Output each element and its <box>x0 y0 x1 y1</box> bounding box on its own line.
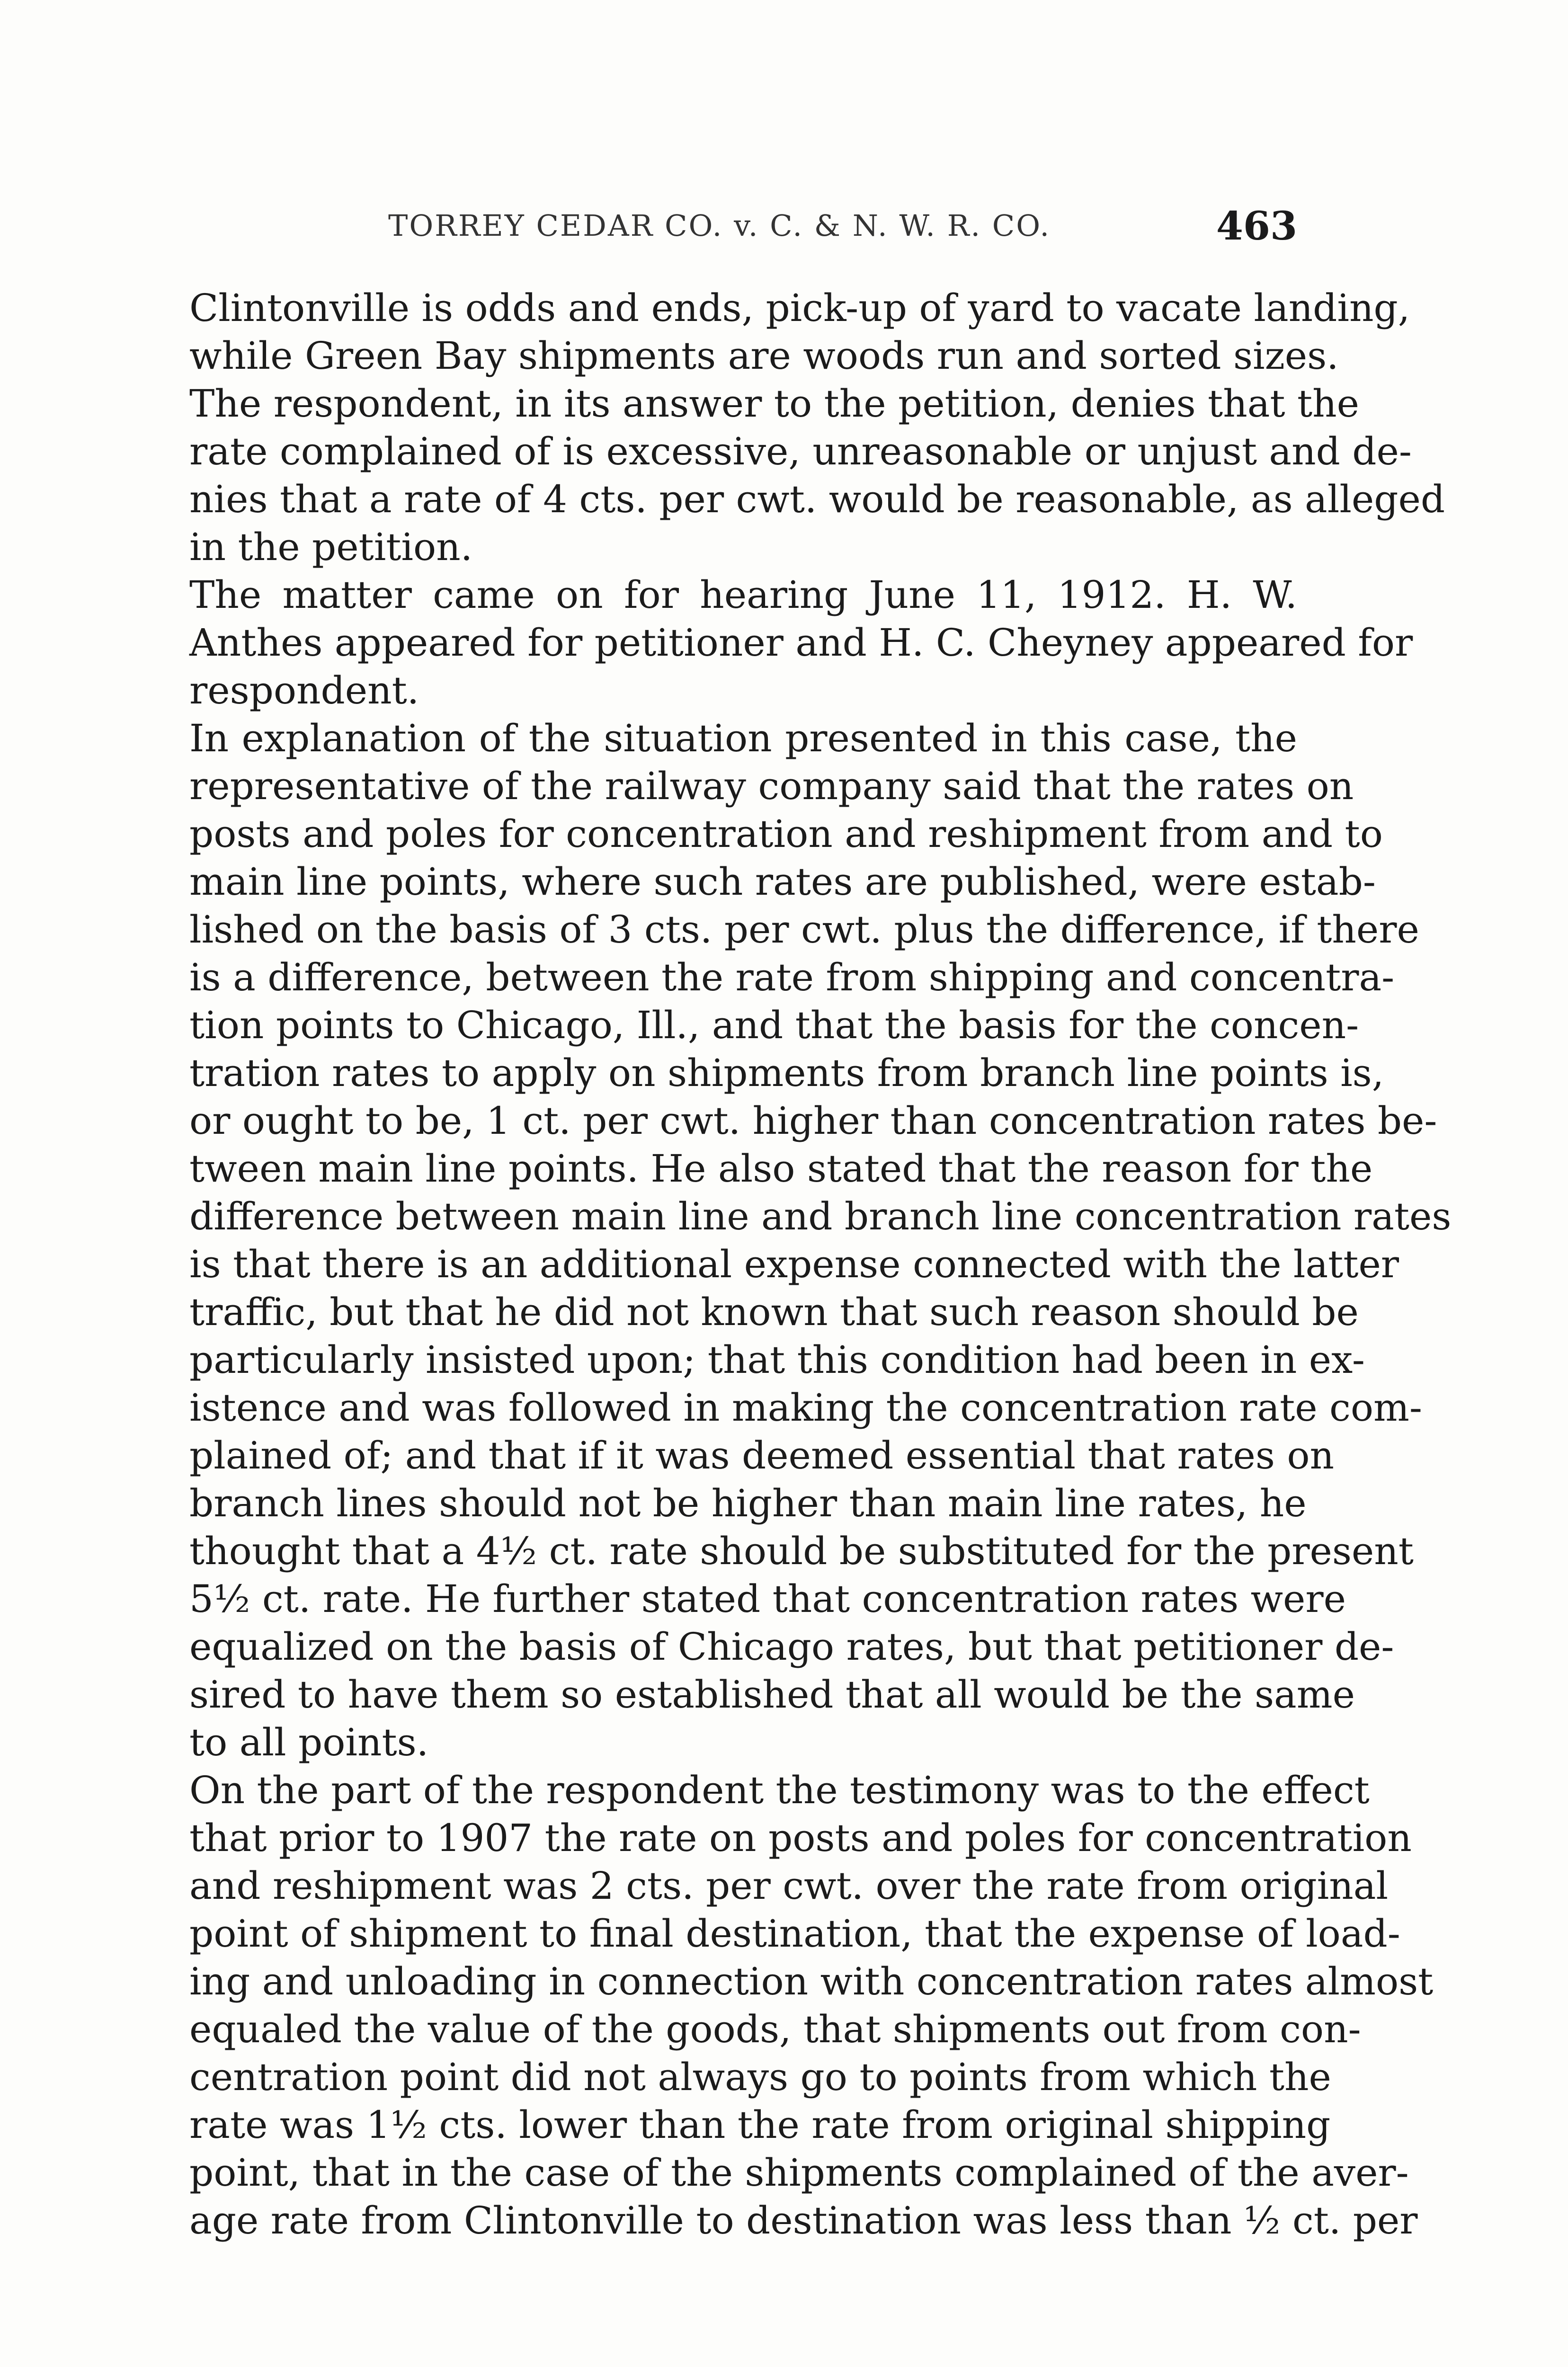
text-line: rate complained of is excessive, unreasonable or unjust and de- <box>189 429 1412 473</box>
text-line: representative of the railway company said that the rates on <box>189 764 1354 808</box>
body-text <box>189 284 1452 2244</box>
running-title: TORREY CEDAR CO. v. C. & N. W. R. CO. <box>388 208 1051 243</box>
text-line: equaled the value of the goods, that shipments out from con- <box>189 2007 1361 2051</box>
text-line: 5½ ct. rate. He further stated that concentration rates were <box>189 1577 1346 1621</box>
text-line: respondent. <box>189 668 419 712</box>
text-line: traffic, but that he did not known that such reason should be <box>189 1290 1359 1334</box>
text-line: Clintonville is odds and ends, pick-up of yard to vacate landing, <box>189 286 1410 330</box>
text-line: tration rates to apply on shipments from branch line points is, <box>189 1051 1384 1095</box>
text-line: In explanation of the situation presented in this case, the <box>189 716 1297 760</box>
text-line: posts and poles for concentration and reshipment from and to <box>189 812 1383 856</box>
text-line: nies that a rate of 4 cts. per cwt. would be reasonable, as alleged <box>189 477 1445 521</box>
text-line: thought that a 4½ ct. rate should be substituted for the present <box>189 1529 1414 1573</box>
text-line: particularly insisted upon; that this condition had been in ex- <box>189 1338 1365 1382</box>
text-line: point of shipment to final destination, that the expense of load- <box>189 1912 1400 1956</box>
text-line: difference between main line and branch line concentration rates <box>189 1194 1452 1238</box>
text-line: equalized on the basis of Chicago rates, but that petitioner de- <box>189 1625 1394 1669</box>
text-line: and reshipment was 2 cts. per cwt. over the rate from original <box>189 1864 1389 1908</box>
text-line: in the petition. <box>189 525 473 569</box>
text-line: The respondent, in its answer to the petition, denies that the <box>189 382 1360 426</box>
text-line: On the part of the respondent the testimony was to the effect <box>189 1768 1370 1812</box>
text-line: sired to have them so established that all would be the same <box>189 1673 1355 1717</box>
text-line: The matter came on for hearing June 11, 1912. H. W. <box>189 573 1297 617</box>
text-line: to all points. <box>189 1720 429 1764</box>
text-line: rate was 1½ cts. lower than the rate from original shipping <box>189 2103 1331 2147</box>
text-line: Anthes appeared for petitioner and H. C. Cheyney appeared for <box>189 621 1413 665</box>
text-line: ing and unloading in connection with concentration rates almost <box>189 1959 1434 2003</box>
text-line: that prior to 1907 the rate on posts and poles for concentration <box>189 1816 1412 1860</box>
text-line: or ought to be, 1 ct. per cwt. higher than concentration rates be- <box>189 1099 1437 1143</box>
text-line: istence and was followed in making the concentration rate com- <box>189 1386 1422 1430</box>
text-line: age rate from Clintonville to destination was less than ½ ct. per <box>189 2198 1418 2242</box>
text-line: centration point did not always go to points from which the <box>189 2055 1331 2099</box>
text-line: plained of; and that if it was deemed essential that rates on <box>189 1433 1335 1477</box>
text-line: tion points to Chicago, Ill., and that the basis for the concen- <box>189 1003 1359 1047</box>
running-head <box>189 204 1297 256</box>
page-number: 463 <box>1216 204 1297 249</box>
text-line: branch lines should not be higher than main line rates, he <box>189 1481 1307 1525</box>
text-line: lished on the basis of 3 cts. per cwt. plus the difference, if there <box>189 908 1419 952</box>
text-line: main line points, where such rates are published, were estab- <box>189 860 1376 904</box>
text-line: is that there is an additional expense connected with the latter <box>189 1242 1399 1286</box>
text-line: while Green Bay shipments are woods run and sorted sizes. <box>189 334 1339 378</box>
text-line: point, that in the case of the shipments complained of the aver- <box>189 2151 1409 2195</box>
text-line: is a difference, between the rate from shipping and concentra- <box>189 955 1395 999</box>
text-line: tween main line points. He also stated that the reason for the <box>189 1147 1373 1191</box>
